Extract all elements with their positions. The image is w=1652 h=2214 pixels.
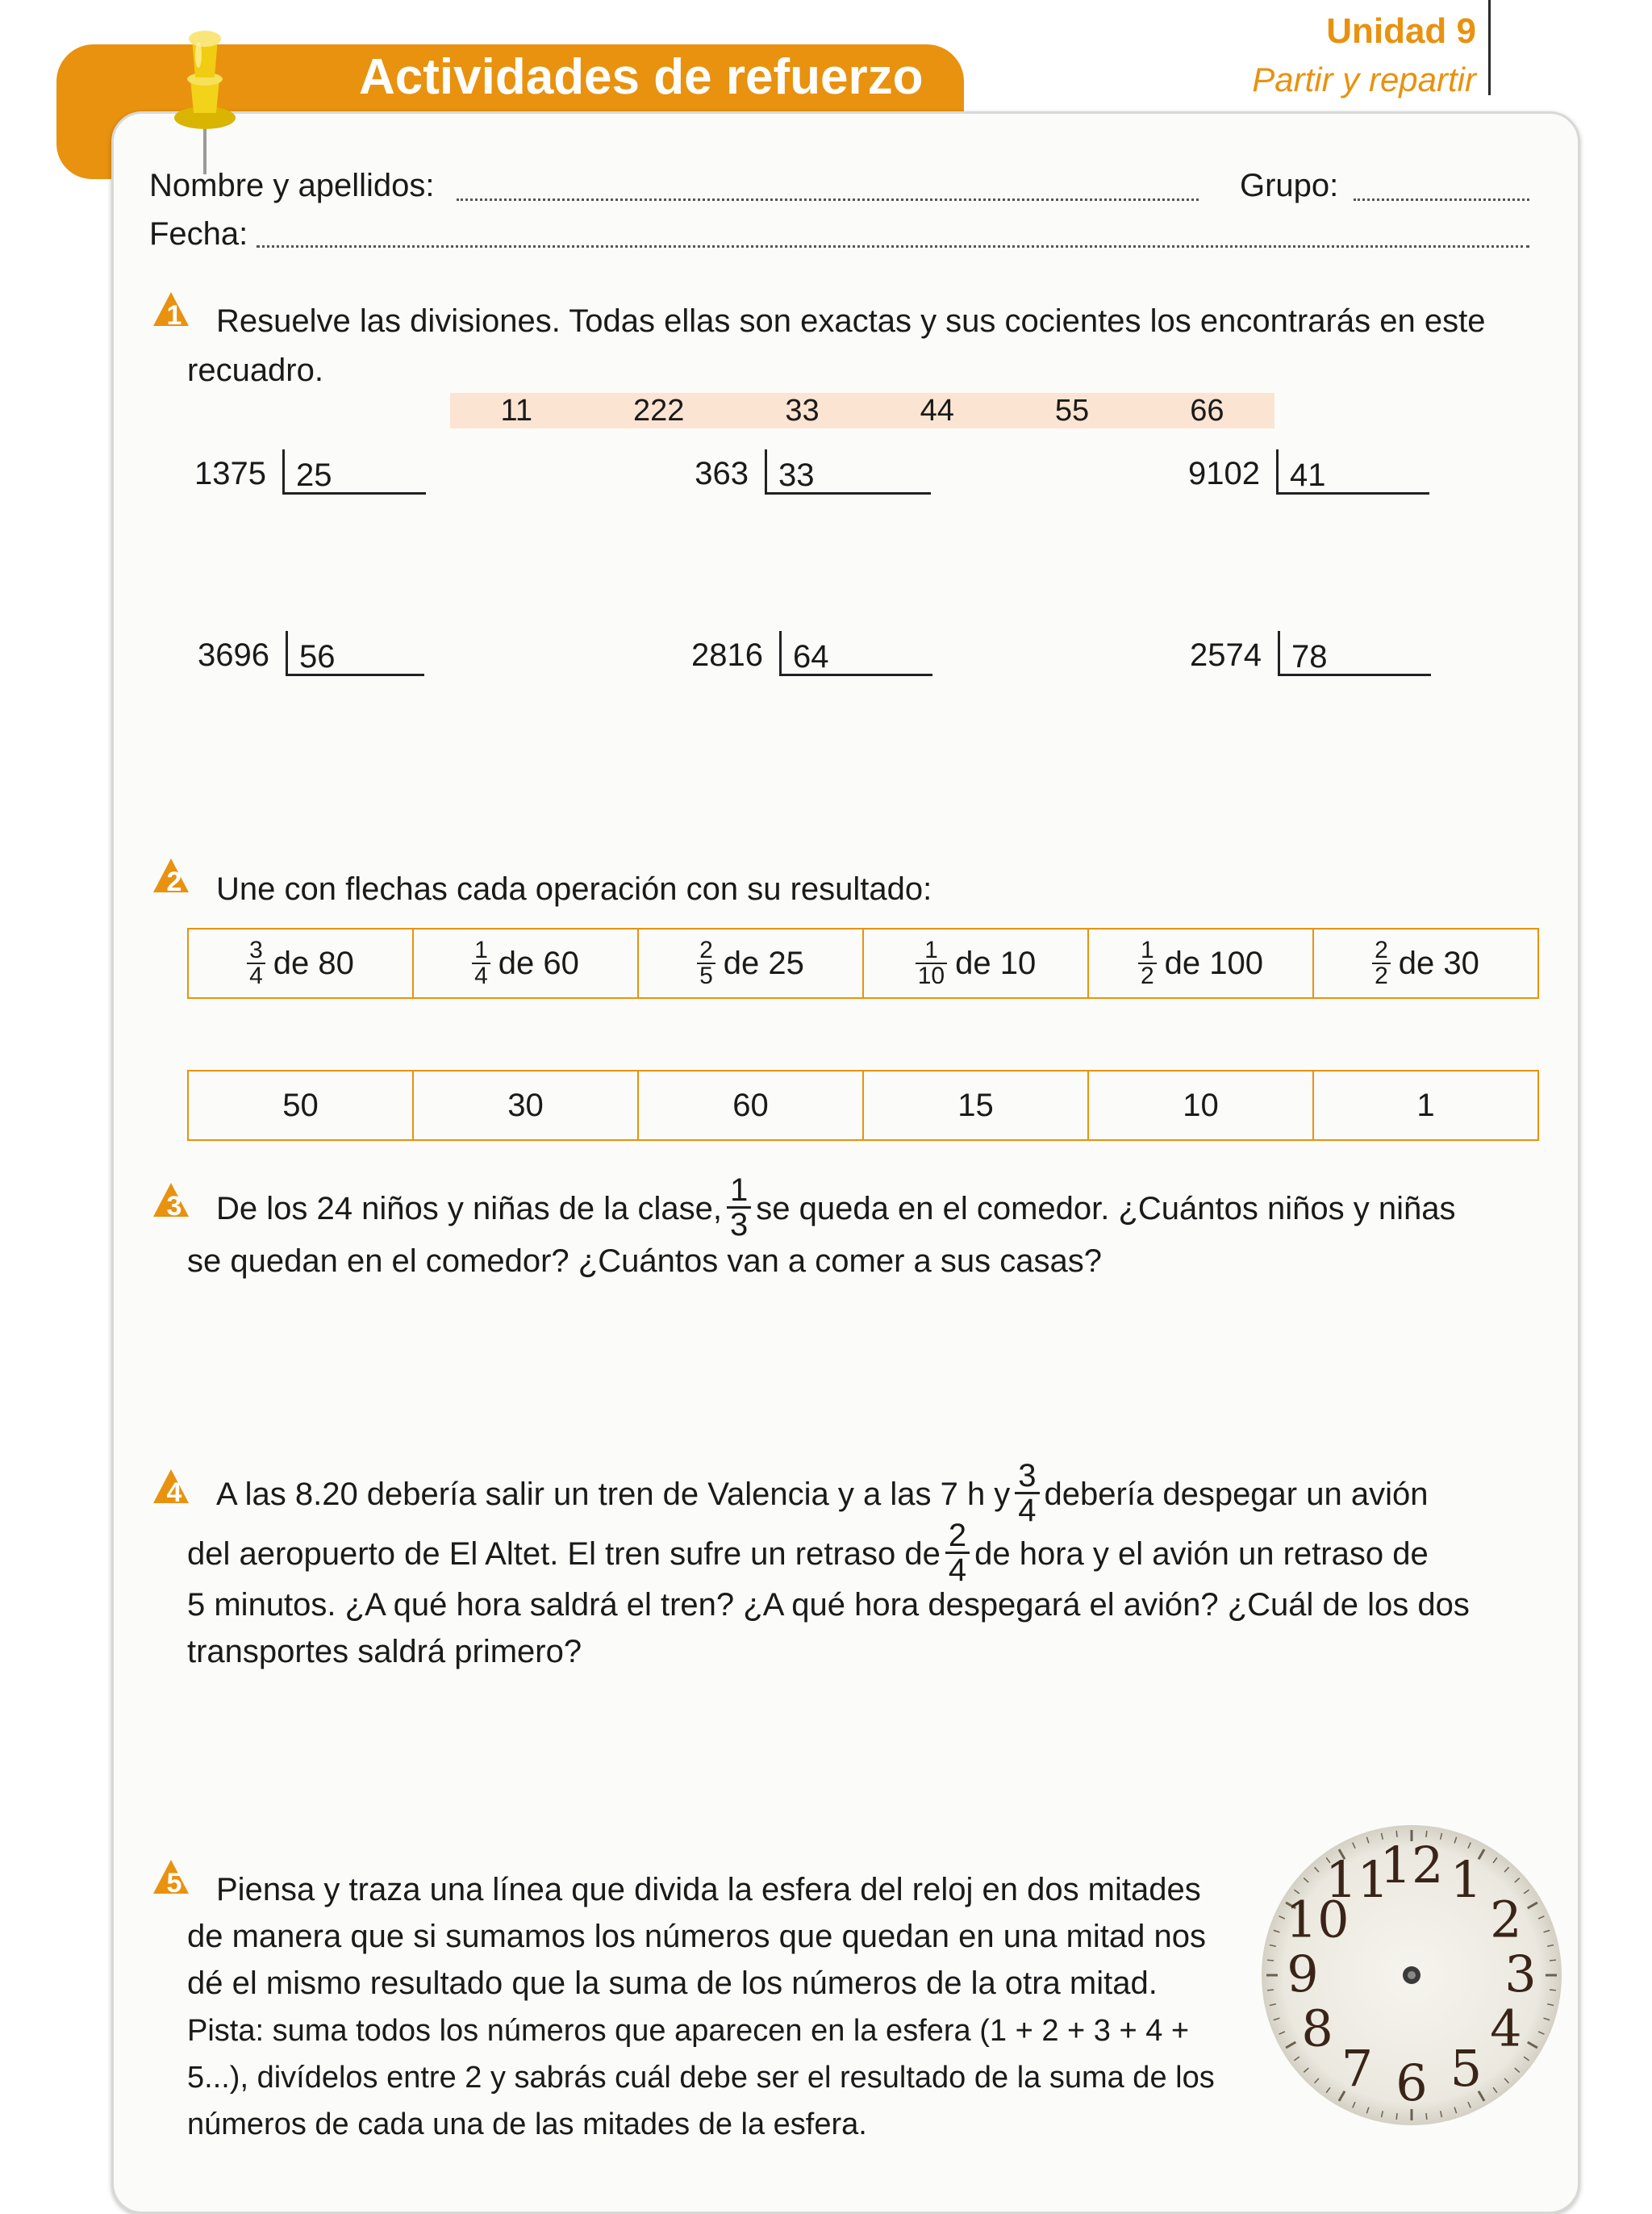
clock-center-inner — [1408, 1971, 1416, 1979]
result-cell[interactable]: 30 — [414, 1071, 639, 1139]
ex5-question-line3: dé el mismo resultado que la suma de los números de la otra mitad. — [187, 1965, 1158, 2001]
svg-text:4: 4 — [166, 1477, 182, 1506]
dividend: 1375 — [194, 456, 266, 491]
clock-number: 11 — [1325, 1850, 1389, 1910]
clock-number: 9 — [1287, 1945, 1319, 2003]
fraction: $\frac{3}{4}$ — [1015, 1460, 1039, 1527]
name-label: Nombre y apellidos: — [149, 168, 435, 203]
ex3-text-b: se queda en el comedor. ¿Cuántos niños y niñas — [756, 1191, 1456, 1226]
svg-text:3: 3 — [166, 1191, 182, 1220]
divisor: 33 — [765, 449, 931, 495]
exercise-5-badge-icon — [150, 1855, 192, 1897]
divisor: 41 — [1276, 449, 1429, 495]
operation-cell[interactable] — [414, 929, 639, 997]
clock-number: 3 — [1504, 1945, 1537, 2003]
clock-tick — [1267, 1960, 1274, 1961]
operation-text: de 60 — [498, 945, 579, 981]
dividend: 9102 — [1188, 456, 1260, 491]
clock-number: 12 — [1379, 1836, 1444, 1894]
operations-table — [187, 928, 1539, 999]
fraction: $\frac{2}{2}$ — [1372, 938, 1391, 988]
quotient-value: 11 — [500, 393, 532, 428]
operation-cell[interactable] — [189, 929, 414, 997]
dividend: 363 — [695, 456, 749, 491]
page-title: Actividades de refuerzo — [359, 49, 924, 105]
result-cell[interactable]: 60 — [639, 1071, 864, 1139]
ex4-question-line4: transportes saldrá primero? — [187, 1634, 582, 1669]
pushpin-icon — [168, 23, 240, 176]
dividend: 3696 — [198, 637, 269, 673]
operation-text: de 100 — [1164, 945, 1264, 981]
date-label: Fecha: — [149, 216, 248, 252]
quotient-value: 55 — [1054, 393, 1090, 428]
dividend: 2816 — [691, 637, 763, 673]
group-field[interactable] — [1354, 198, 1529, 201]
clock-number: 10 — [1285, 1890, 1350, 1949]
result-cell[interactable]: 1 — [1416, 1087, 1435, 1123]
operation-text: de 10 — [955, 945, 1037, 981]
ex4-line2-b: de hora y el avión un retraso de — [974, 1536, 1429, 1572]
ex4-line1-a: A las 8.20 debería salir un tren de Valencia y a las 7 h y — [216, 1477, 1011, 1512]
divisor: 78 — [1278, 631, 1431, 676]
divisor: 25 — [282, 449, 426, 495]
clock-number: 5 — [1450, 2038, 1483, 2098]
fraction: $\frac{1}{2}$ — [1138, 938, 1157, 988]
clock-number: 6 — [1395, 2053, 1428, 2112]
clock-face[interactable] — [1258, 1822, 1565, 2128]
quotient-value: 66 — [1190, 393, 1224, 428]
group-label: Grupo: — [1240, 168, 1339, 203]
clock-number: 4 — [1490, 1999, 1522, 2058]
fraction: $\frac{1}{10}$ — [916, 938, 947, 988]
operation-cell[interactable] — [1314, 929, 1537, 997]
divisor: 56 — [286, 631, 424, 676]
clock-number: 2 — [1490, 1890, 1522, 1949]
operation-text: de 30 — [1398, 945, 1479, 981]
ex3-question-line2: se quedan en el comedor? ¿Cuántos van a comer a sus casas? — [187, 1243, 1102, 1279]
ex3-text-a: De los 24 niños y niñas de la clase, — [216, 1191, 723, 1226]
clock-tick — [1550, 1960, 1556, 1961]
unit-label: Unidad 9 — [1326, 11, 1476, 51]
svg-text:5: 5 — [166, 1868, 182, 1897]
operation-cell[interactable] — [639, 929, 864, 997]
fraction: $\frac{1}{4}$ — [472, 938, 490, 988]
date-field[interactable] — [257, 245, 1529, 248]
svg-text:1: 1 — [166, 300, 182, 329]
ex5-hint-line3: números de cada una de las mitades de la esfera. — [187, 2107, 867, 2141]
exercise-4-badge-icon — [150, 1464, 192, 1506]
result-cell[interactable]: 15 — [864, 1071, 1089, 1139]
dividend: 2574 — [1190, 637, 1262, 673]
quotient-value: 33 — [785, 393, 820, 428]
exercise-2-badge-icon — [150, 854, 192, 896]
quotient-value: 222 — [632, 393, 685, 428]
ex5-question-line2: de manera que si sumamos los números que quedan en una mitad nos — [187, 1919, 1206, 1954]
ex1-question-line1: Resuelve las divisiones. Todas ellas son exactas y sus cocientes los encontrarás en este — [216, 303, 1486, 339]
svg-text:2: 2 — [166, 867, 182, 896]
exercise-1-badge-icon — [150, 287, 192, 329]
ex4-question-line3: 5 minutos. ¿A qué hora saldrá el tren? ¿A qué hora despegará el avión? ¿Cuál de los dos — [187, 1587, 1470, 1623]
divisor: 64 — [779, 631, 932, 676]
clock-number: 8 — [1301, 1999, 1333, 2058]
clock-number: 1 — [1450, 1850, 1483, 1910]
result-cell[interactable]: 50 — [189, 1071, 414, 1139]
ex1-question-line2: recuadro. — [187, 353, 323, 388]
ex5-question-line1: Piensa y traza una línea que divida la esfera del reloj en dos mitades — [216, 1872, 1201, 1907]
clock-tick — [1396, 2113, 1397, 2120]
clock-tick — [1267, 1990, 1274, 1991]
clock-number: 7 — [1341, 2038, 1374, 2098]
ex4-line1-b: debería despegar un avión — [1044, 1477, 1429, 1512]
operation-text: de 25 — [723, 945, 804, 981]
unit-subtitle: Partir y repartir — [1252, 61, 1476, 98]
fraction: $\frac{2}{5}$ — [697, 938, 715, 988]
quotients-box — [450, 393, 1274, 428]
result-cell[interactable]: 10 — [1089, 1071, 1314, 1139]
fraction: $\frac{2}{4}$ — [945, 1519, 970, 1586]
operation-cell[interactable] — [864, 929, 1089, 997]
clock-tick — [1550, 1990, 1556, 1991]
fraction: $\frac{3}{4}$ — [247, 938, 265, 988]
header-divider — [1488, 0, 1491, 95]
quotient-value: 44 — [920, 393, 954, 428]
ex5-hint-line1: Pista: suma todos los números que aparecen en la esfera (1 + 2 + 3 + 4 + — [187, 2014, 1190, 2048]
name-field[interactable] — [457, 198, 1199, 201]
clock-tick — [1426, 2113, 1427, 2120]
ex5-hint-line2: 5...), divídelos entre 2 y sabrás cuál debe ser el resultado de la suma de los — [187, 2061, 1215, 2095]
results-table — [187, 1070, 1539, 1141]
fraction: $\frac{1}{3}$ — [727, 1174, 751, 1241]
ex2-question: Une con flechas cada operación con su resultado: — [216, 871, 932, 907]
ex4-line2-a: del aeropuerto de El Altet. El tren sufre un retraso de — [187, 1536, 941, 1572]
exercise-3-badge-icon — [150, 1178, 192, 1220]
operation-cell[interactable] — [1089, 929, 1314, 997]
operation-text: de 80 — [273, 945, 354, 981]
ex3-question-line1 — [216, 1170, 1456, 1247]
